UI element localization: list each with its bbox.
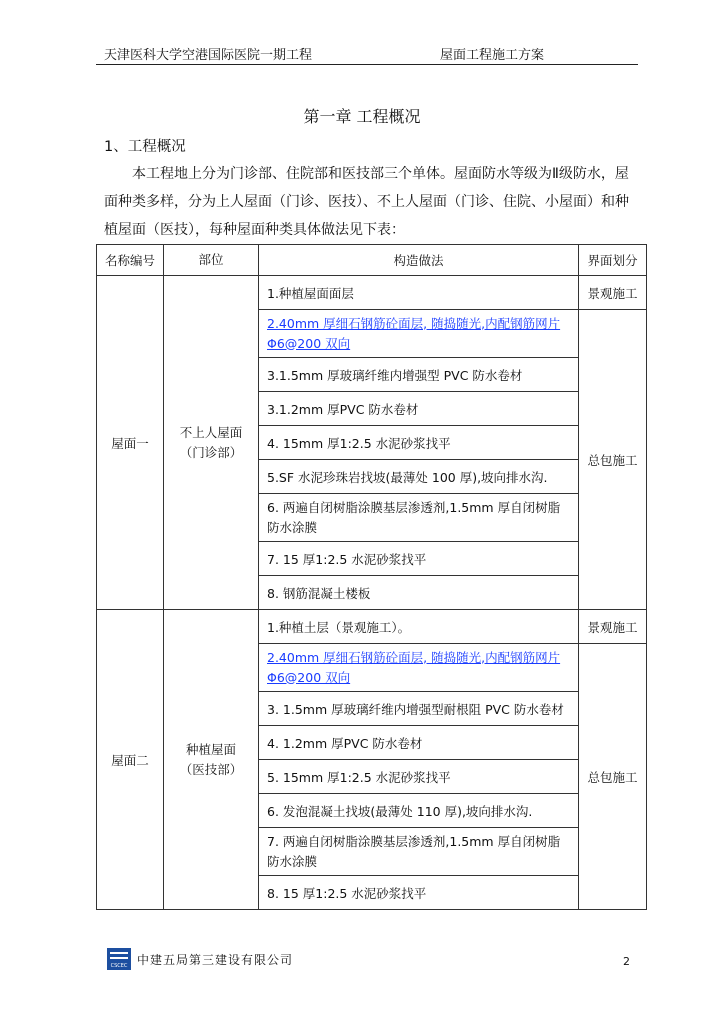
page-number: 2: [623, 955, 630, 968]
layer-cell-link[interactable]: 2.40mm 厚细石钢筋砼面层, 随捣随光,内配钢筋网片Φ6@200 双向: [259, 310, 579, 358]
group-name: 屋面一: [97, 276, 164, 610]
layer-cell-link[interactable]: 2.40mm 厚细石钢筋砼面层, 随捣随光,内配钢筋网片Φ6@200 双向: [259, 644, 579, 692]
layer-cell: 8. 钢筋混凝土楼板: [259, 576, 579, 610]
location-line1: 种植屋面: [185, 741, 236, 757]
intro-paragraph: [104, 160, 640, 244]
header-doc-title: 屋面工程施工方案: [440, 48, 545, 63]
header-project: 天津医科大学空港国际医院一期工程: [104, 48, 313, 63]
group-location: [164, 276, 259, 610]
chapter-title: 第一章 工程概况: [303, 107, 421, 126]
layer-cell: 1.种植屋面面层: [259, 276, 579, 310]
header-location: 部位: [164, 245, 259, 276]
layer-cell: 4. 15mm 厚1:2.5 水泥砂浆找平: [259, 426, 579, 460]
layer-cell: 7. 15 厚1:2.5 水泥砂浆找平: [259, 542, 579, 576]
table-row: [97, 276, 647, 310]
division-cell: 景观施工: [579, 610, 647, 644]
layer-cell: 3.1.2mm 厚PVC 防水卷材: [259, 392, 579, 426]
layer-cell: 8. 15 厚1:2.5 水泥砂浆找平: [259, 876, 579, 910]
header-division: 界面划分: [579, 245, 647, 276]
header-name: 名称编号: [97, 245, 164, 276]
section-title: 1、工程概况: [104, 139, 186, 155]
location-line2: （门诊部）: [179, 444, 243, 460]
company-logo-icon: [107, 948, 131, 970]
layer-cell: 5.SF 水泥珍珠岩找坡(最薄处 100 厚),坡向排水沟.: [259, 460, 579, 494]
layer-cell: 5. 15mm 厚1:2.5 水泥砂浆找平: [259, 760, 579, 794]
table-row: [97, 610, 647, 644]
layer-cell: 3. 1.5mm 厚玻璃纤维内增强型耐根阻 PVC 防水卷材: [259, 692, 579, 726]
layer-cell: 4. 1.2mm 厚PVC 防水卷材: [259, 726, 579, 760]
roof-spec-table: [96, 244, 647, 910]
header-rule: [96, 64, 638, 65]
group-location: [164, 610, 259, 910]
division-cell: 景观施工: [579, 276, 647, 310]
group-name: 屋面二: [97, 610, 164, 910]
footer-company: 中建五局第三建设有限公司: [137, 953, 294, 967]
table-header-row: [97, 245, 647, 276]
logo-text: CSCEC: [110, 963, 128, 969]
intro-text: 本工程地上分为门诊部、住院部和医技部三个单体。屋面防水等级为Ⅱ级防水，屋面种类多样，分为上人屋面（门诊、医技）、不上人屋面（门诊、住院、小屋面）和种植屋面（医技），每种屋面种类具体做法见下表：: [104, 166, 629, 238]
layer-cell: 6. 发泡混凝土找坡(最薄处 110 厚),坡向排水沟.: [259, 794, 579, 828]
layer-cell: 6. 两遍自闭树脂涂膜基层渗透剂,1.5mm 厚自闭树脂防水涂膜: [259, 494, 579, 542]
location-line2: （医技部）: [179, 761, 243, 777]
layer-cell: 1.种植土层（景观施工）。: [259, 610, 579, 644]
division-cell: 总包施工: [579, 644, 647, 910]
header-construction: 构造做法: [259, 245, 579, 276]
layer-cell: 3.1.5mm 厚玻璃纤维内增强型 PVC 防水卷材: [259, 358, 579, 392]
location-line1: 不上人屋面: [179, 424, 243, 440]
layer-cell: 7. 两遍自闭树脂涂膜基层渗透剂,1.5mm 厚自闭树脂防水涂膜: [259, 828, 579, 876]
division-cell: 总包施工: [579, 310, 647, 610]
